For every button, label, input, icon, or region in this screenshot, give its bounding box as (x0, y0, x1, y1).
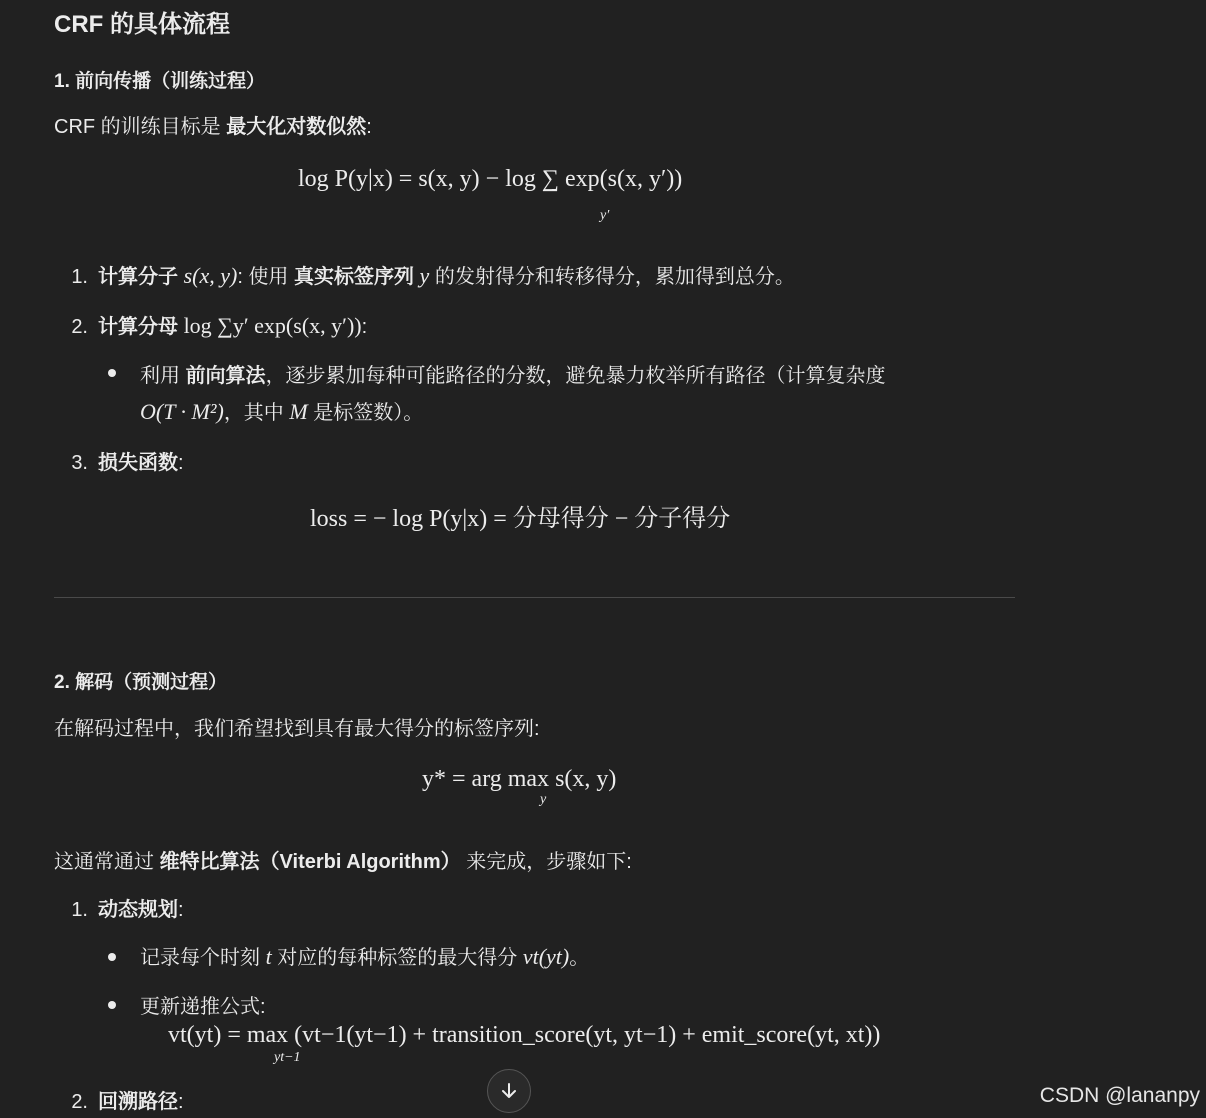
part2-bullet-1 (140, 941, 589, 970)
bullet-text-3: 是标签数）。 (307, 402, 424, 424)
part1-step-3 (54, 446, 184, 475)
step-title: 计算分母 (98, 316, 178, 338)
formula-viterbi: vt(yt) = max (vt−1(yt−1) + transition_score(yt, yt−1) + emit_score(yt, xt)) (168, 1022, 881, 1048)
formula-loss: loss = − log P(y|x) = 分母得分 − 分子得分 (310, 506, 731, 532)
step-title: 计算分子 (98, 266, 178, 288)
bullet-text: ，逐步累加每种可能路径的分数，避免暴力枚举所有路径（计算复杂度 (265, 365, 886, 387)
formula-log-likelihood (298, 166, 682, 193)
step-title: 回溯路径 (98, 1091, 178, 1113)
section-title: CRF 的具体流程 (54, 11, 230, 38)
bullet-text-2: ，其中 (223, 402, 290, 424)
step-text: : 使用 (237, 266, 294, 288)
step-math: log ∑y′ exp(s(x, y′)) (183, 313, 362, 338)
formula-viterbi-subscript: yt−1 (274, 1050, 301, 1065)
bullet-text-3: 。 (569, 947, 590, 969)
section-divider (54, 597, 1015, 598)
step-text: : (178, 899, 184, 921)
intro2-bold: 维特比算法（Viterbi Algorithm） (159, 851, 461, 873)
part2-intro-2 (54, 845, 632, 874)
bullet-text-2: 对应的每种标签的最大得分 (271, 947, 523, 969)
part1-intro (54, 110, 372, 139)
part1-step-1 (54, 260, 795, 289)
part2-step-1 (54, 893, 184, 922)
intro2-suffix: 来完成，步骤如下: (460, 851, 632, 873)
bullet-dot (108, 1001, 116, 1009)
bullet-math-2: M (289, 399, 308, 424)
bullet-text: 记录每个时刻 (140, 947, 266, 969)
bullet-dot (108, 369, 116, 377)
part1-heading: 1. 前向传播（训练过程） (54, 71, 266, 92)
part1-step-2 (54, 310, 367, 339)
step-number: 3. (71, 452, 88, 474)
step-text: : (361, 316, 368, 338)
step-text: : (178, 452, 184, 474)
step-bold: 真实标签序列 (293, 266, 414, 288)
step-math-2: y (419, 263, 430, 288)
part1-intro-bold: 最大化对数似然 (226, 116, 367, 138)
part1-intro-suffix: : (366, 116, 372, 138)
step-number: 1. (71, 266, 88, 288)
step-text: : (178, 1091, 184, 1113)
part2-heading: 2. 解码（预测过程） (54, 672, 228, 693)
formula-log-likelihood-subscript: y′ (600, 208, 610, 223)
intro2-prefix: 这通常通过 (54, 851, 160, 873)
scroll-to-bottom-button[interactable] (487, 1069, 531, 1113)
part1-intro-prefix: CRF 的训练目标是 (54, 116, 227, 138)
part2-bullet-2: 更新递推公式: (140, 996, 266, 1018)
bullet-prefix: 利用 (140, 365, 186, 387)
watermark: CSDN @lananpy (1039, 1084, 1200, 1107)
step-number: 2. (71, 316, 88, 338)
bullet-bold: 前向算法 (185, 365, 266, 387)
bullet-math-2: vt(yt) (522, 944, 570, 969)
arrow-down-icon (499, 1081, 519, 1101)
step-title: 损失函数 (98, 452, 178, 474)
step-text-2: 的发射得分和转移得分，累加得到总分。 (429, 266, 795, 288)
step-number: 2. (71, 1091, 88, 1113)
step-title: 动态规划 (98, 899, 178, 921)
bullet-math: t (265, 944, 272, 969)
step-math: s(x, y) (183, 263, 238, 288)
formula-log-likelihood-text: log P(y|x) = s(x, y) − log ∑ exp(s(x, y′)) (298, 166, 683, 192)
part1-step-2-bullet (140, 358, 970, 431)
bullet-math: O(T · M²) (140, 399, 224, 424)
part2-step-2 (54, 1085, 184, 1114)
formula-argmax-subscript: y (540, 792, 547, 807)
part2-intro: 在解码过程中，我们希望找到具有最大得分的标签序列: (54, 718, 540, 740)
bullet-dot (108, 953, 116, 961)
formula-argmax: y* = arg max s(x, y) (422, 766, 617, 792)
step-number: 1. (71, 899, 88, 921)
